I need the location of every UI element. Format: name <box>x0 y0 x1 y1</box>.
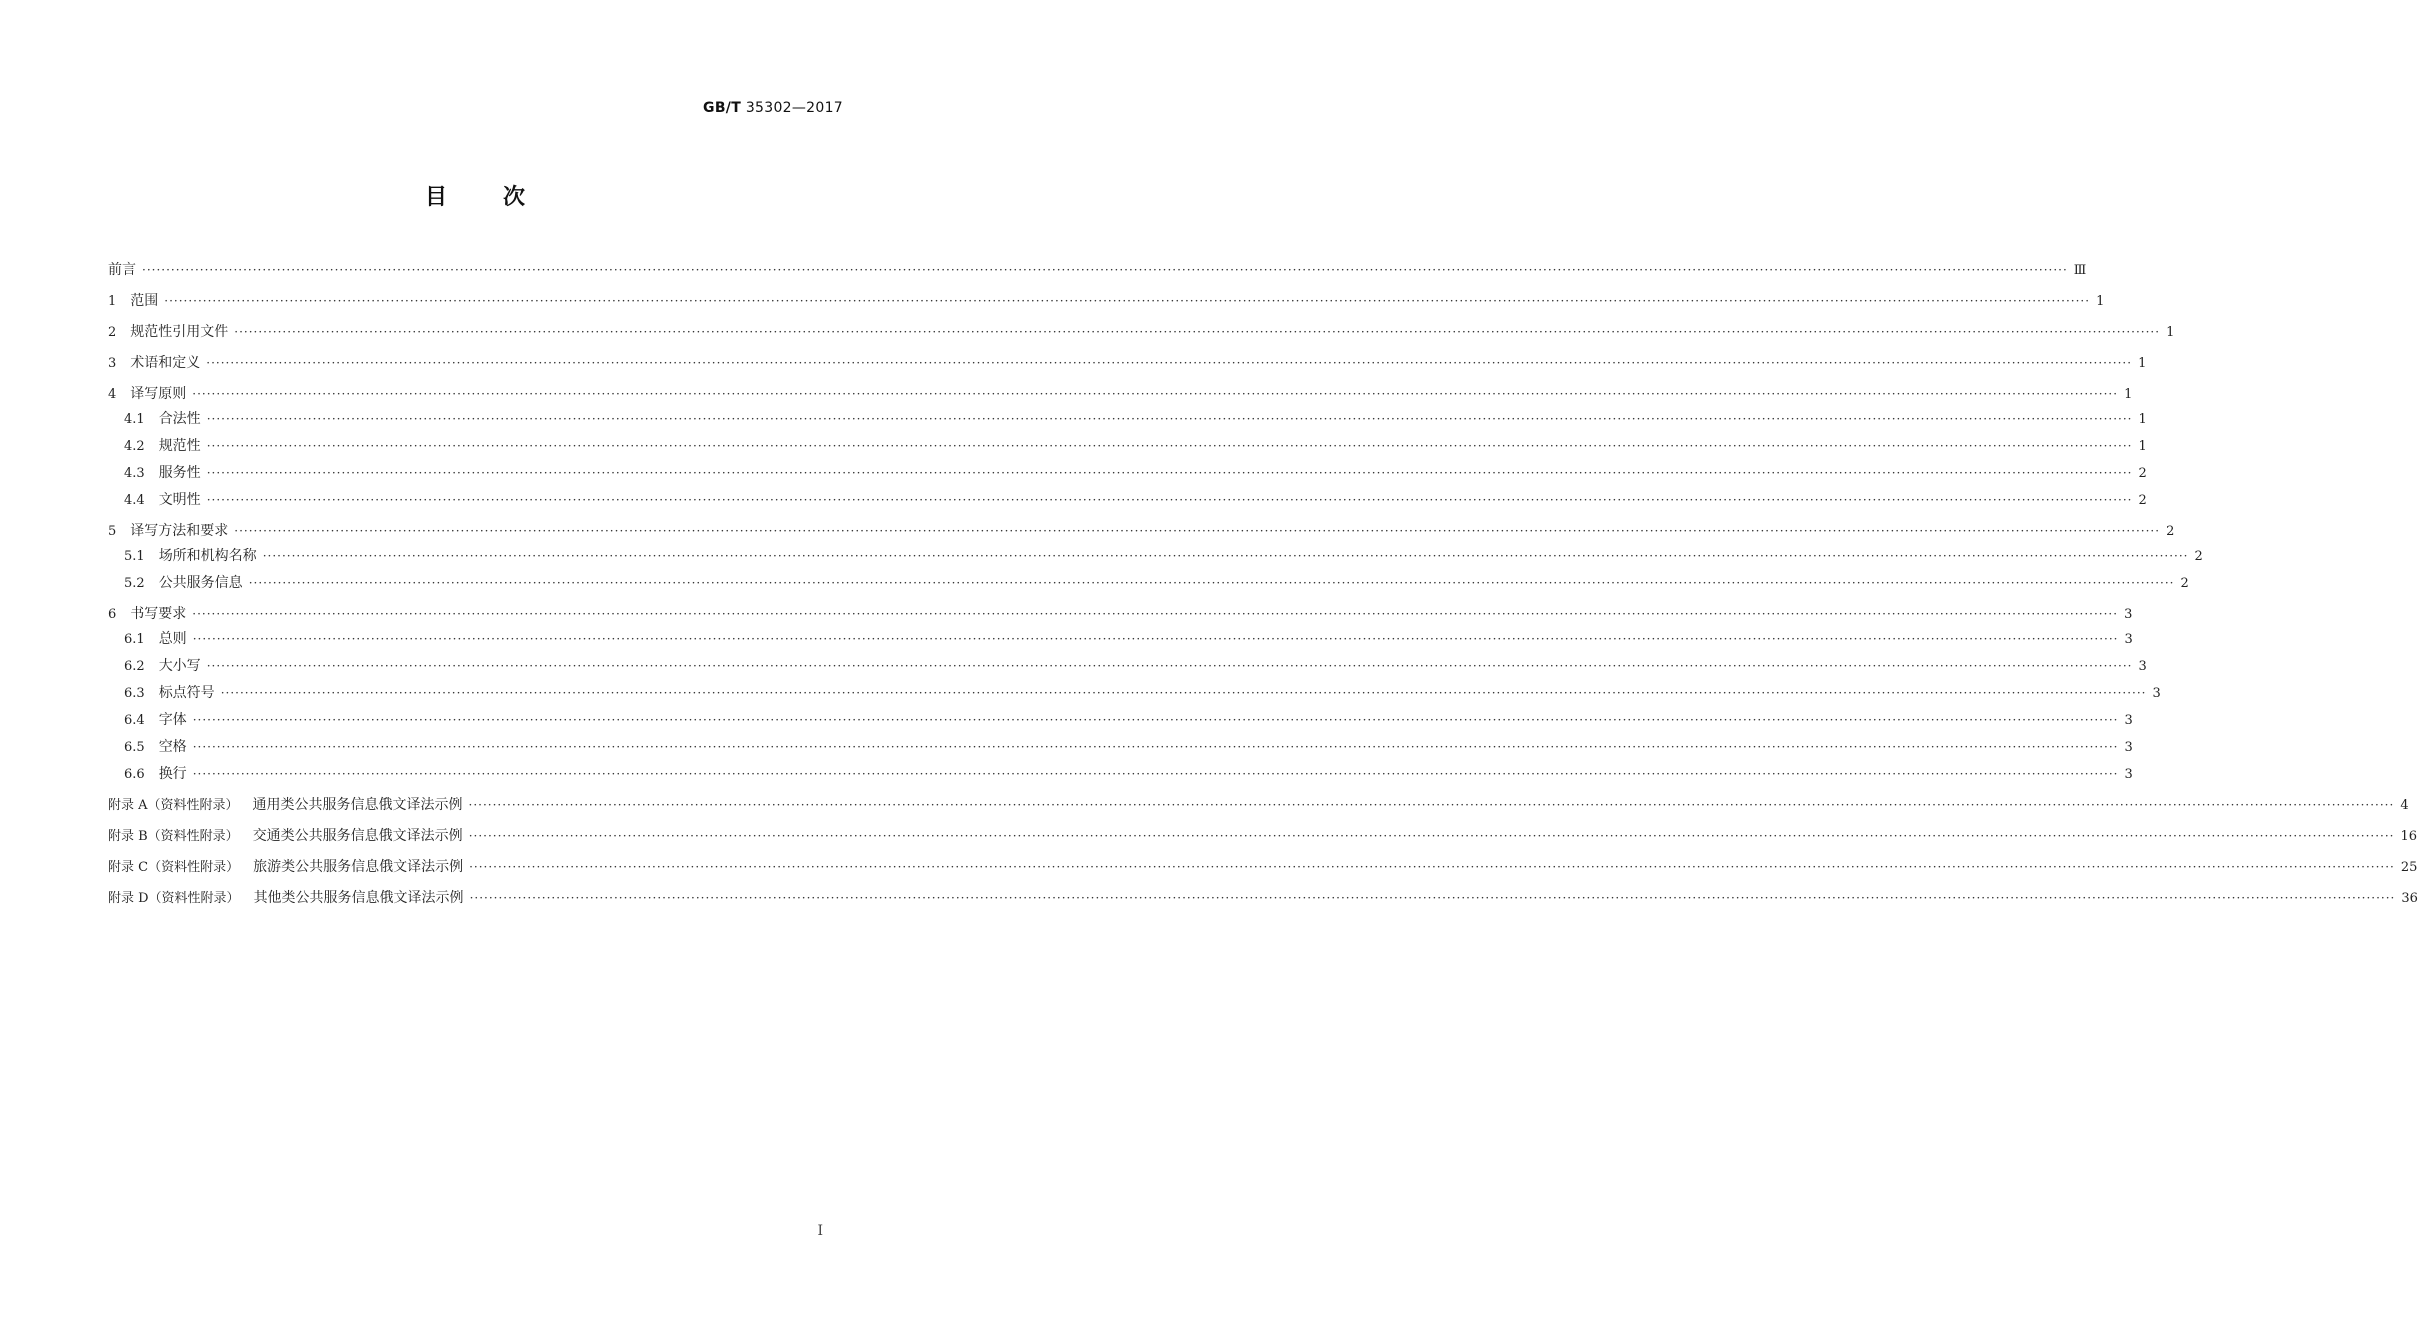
toc-entry-number: 4.3 <box>124 466 145 481</box>
toc-entry-page: 2 <box>2138 466 2147 481</box>
toc-entry-number: 附录 D（资料性附录） <box>108 891 240 906</box>
toc-entry-text: 规范性引用文件 <box>130 324 229 340</box>
toc-entry-text: 交通类公共服务信息俄文译法示例 <box>252 828 463 844</box>
toc-entry-label <box>124 737 187 758</box>
toc-leader-dots: ················································································································································································································································································································································································································ <box>206 412 2133 426</box>
toc-entry-text: 其他类公共服务信息俄文译法示例 <box>253 890 464 906</box>
toc-entry[interactable] <box>108 490 2147 511</box>
toc-entry-text: 书写要求 <box>130 606 187 622</box>
toc-leader-dots: ················································································································································································································································································································································································································ <box>164 294 2091 308</box>
toc-entry-text: 总则 <box>158 631 187 647</box>
toc-leader-dots: ················································································································································································································································································································································································································ <box>469 891 2396 905</box>
toc-entry-label <box>124 764 187 785</box>
toc-entry[interactable] <box>108 604 2133 625</box>
toc-entry-number: 3 <box>108 356 117 371</box>
toc-entry-number: 6.5 <box>124 740 145 755</box>
toc-entry-label <box>108 795 463 816</box>
toc-entry[interactable] <box>108 521 2175 542</box>
toc-entry[interactable] <box>108 573 2189 594</box>
toc-entry-text: 空格 <box>158 739 187 755</box>
toc-entry[interactable] <box>108 629 2133 650</box>
toc-leader-dots: ················································································································································································································································································································································································································ <box>248 576 2175 590</box>
toc-entry[interactable] <box>108 764 2133 785</box>
page-title <box>0 180 950 211</box>
toc-entry-text: 服务性 <box>158 465 201 481</box>
toc-leader-dots: ················································································································································································································································································································································································································ <box>142 263 2068 277</box>
toc-entry-page: 3 <box>2152 686 2161 701</box>
toc-entry-number: 4.2 <box>124 439 145 454</box>
toc-entry-label <box>108 353 200 374</box>
toc-entry[interactable] <box>108 546 2203 567</box>
toc-leader-dots: ················································································································································································································································································································································································································ <box>192 740 2119 754</box>
toc-entry-label <box>124 683 215 704</box>
toc-leader-dots: ················································································································································································································································································································································································································ <box>220 686 2147 700</box>
toc-entry-label <box>124 436 201 457</box>
toc-leader-dots: ················································································································································································································································································································································································································ <box>234 325 2161 339</box>
toc-entry-page: 1 <box>2138 439 2147 454</box>
toc-entry[interactable] <box>108 291 2105 312</box>
toc-entry[interactable] <box>108 436 2147 457</box>
toc-entry-label <box>124 656 201 677</box>
toc-entry-page: 1 <box>2096 294 2105 309</box>
toc-entry-page: 3 <box>2124 767 2133 782</box>
toc-entry-number: 附录 A（资料性附录） <box>108 798 239 813</box>
toc-entry[interactable] <box>108 260 2087 281</box>
toc-leader-dots: ················································································································································································································································································································································································································ <box>469 860 2395 874</box>
toc-entry-label <box>108 604 186 625</box>
toc-entry-page: 4 <box>2400 798 2409 813</box>
toc-entry-page: 1 <box>2138 356 2147 371</box>
title-char-1: 目 <box>424 185 447 210</box>
toc-leader-dots: ················································································································································································································································································································································································································ <box>468 798 2395 812</box>
toc-entry-page: 2 <box>2180 576 2189 591</box>
toc-entry-label <box>124 629 187 650</box>
toc-entry[interactable] <box>108 826 2418 847</box>
toc-entry-page: 3 <box>2124 713 2133 728</box>
toc-entry-number: 4.1 <box>124 412 145 427</box>
toc-entry-label <box>108 521 228 542</box>
toc-entry-page: 1 <box>2124 387 2133 402</box>
toc-entry-page: 3 <box>2124 632 2133 647</box>
toc-leader-dots: ················································································································································································································································································································································································································ <box>206 439 2133 453</box>
toc-entry-text: 公共服务信息 <box>158 575 243 591</box>
toc-entry-number: 1 <box>108 294 117 309</box>
toc-entry-label <box>108 384 186 405</box>
toc-entry[interactable] <box>108 353 2147 374</box>
toc-entry-page: 2 <box>2138 493 2147 508</box>
toc-leader-dots: ················································································································································································································································································································································································································ <box>192 632 2119 646</box>
toc-leader-dots: ················································································································································································································································································································································································································ <box>468 829 2395 843</box>
toc-entry-text: 换行 <box>158 766 187 782</box>
toc-entry-text: 合法性 <box>158 411 201 427</box>
toc-entry-page: 25 <box>2400 860 2418 875</box>
title-char-2: 次 <box>503 185 526 210</box>
toc-entry-text: 术语和定义 <box>130 355 201 371</box>
toc-entry[interactable] <box>108 409 2147 430</box>
toc-leader-dots: ················································································································································································································································································································································································································ <box>192 387 2119 401</box>
toc-entry-number: 6.3 <box>124 686 145 701</box>
toc-entry-text: 通用类公共服务信息俄文译法示例 <box>252 797 463 813</box>
toc-entry-page: 2 <box>2166 524 2175 539</box>
toc-entry-page: 3 <box>2124 740 2133 755</box>
toc-entry-text: 译写方法和要求 <box>130 523 229 539</box>
toc-leader-dots: ················································································································································································································································································································································································································ <box>206 659 2133 673</box>
toc-leader-dots: ················································································································································································································································································································································································································ <box>192 767 2119 781</box>
toc-entry-label <box>108 826 463 847</box>
toc-entry[interactable] <box>108 322 2175 343</box>
toc-entry-page: 1 <box>2138 412 2147 427</box>
toc-entry-label <box>124 490 201 511</box>
toc-entry-label <box>108 888 464 909</box>
toc-entry[interactable] <box>108 384 2133 405</box>
toc-entry[interactable] <box>108 710 2133 731</box>
toc-leader-dots: ················································································································································································································································································································································································································ <box>192 713 2119 727</box>
toc-entry-label <box>124 573 243 594</box>
toc-entry-text: 译写原则 <box>130 386 187 402</box>
toc-entry-text: 标点符号 <box>158 685 215 701</box>
toc-entry[interactable] <box>108 737 2133 758</box>
toc-entry-text: 文明性 <box>158 492 201 508</box>
toc-entry[interactable] <box>108 683 2161 704</box>
toc-entry-label <box>108 857 463 878</box>
toc-entry[interactable] <box>108 795 2409 816</box>
toc-entry[interactable] <box>108 656 2147 677</box>
toc-entry-label <box>124 409 201 430</box>
toc-entry-label <box>124 463 201 484</box>
standard-number: 35302—2017 <box>745 100 843 116</box>
toc-entry-label <box>108 322 228 343</box>
toc-entry-text: 范围 <box>130 293 159 309</box>
toc-entry-label <box>124 710 187 731</box>
toc-entry-page: 1 <box>2166 325 2175 340</box>
toc-leader-dots: ················································································································································································································································································································································································································ <box>234 524 2161 538</box>
toc-entry-number: 5 <box>108 524 117 539</box>
toc-entry-number: 6.2 <box>124 659 145 674</box>
toc-entry-text: 场所和机构名称 <box>158 548 257 564</box>
toc-entry-page: 36 <box>2401 891 2418 906</box>
toc-entry-label <box>124 546 257 567</box>
toc-entry-text: 规范性 <box>158 438 201 454</box>
toc-entry-number: 5.1 <box>124 549 145 564</box>
toc-entry-number: 4 <box>108 387 117 402</box>
toc-leader-dots: ················································································································································································································································································································································································································ <box>206 493 2133 507</box>
toc-entry-label <box>108 291 158 312</box>
toc-entry-number: 4.4 <box>124 493 145 508</box>
toc-entry[interactable] <box>108 888 2418 909</box>
toc-entry-page: 16 <box>2400 829 2418 844</box>
toc-entry-number: 附录 B（资料性附录） <box>108 829 239 844</box>
toc-entry-text: 前言 <box>108 262 136 278</box>
toc-entry-number: 附录 C（资料性附录） <box>108 860 240 875</box>
toc-entry-text: 字体 <box>158 712 187 728</box>
toc-leader-dots: ················································································································································································································································································································································································································ <box>262 549 2189 563</box>
toc-entry[interactable] <box>108 463 2147 484</box>
toc-entry-label <box>108 260 136 280</box>
toc-entry-page: 3 <box>2124 607 2133 622</box>
toc-entry-number: 6.6 <box>124 767 145 782</box>
toc-entry-number: 2 <box>108 325 117 340</box>
toc-entry-text: 大小写 <box>158 658 201 674</box>
toc-leader-dots: ················································································································································································································································································································································································································ <box>206 466 2133 480</box>
toc-entry-number: 6.4 <box>124 713 145 728</box>
toc-entry-number: 6 <box>108 607 117 622</box>
toc-entry-page: 2 <box>2194 549 2203 564</box>
toc-leader-dots: ················································································································································································································································································································································································································ <box>192 607 2119 621</box>
toc-entry-number: 6.1 <box>124 632 145 647</box>
toc-entry-number: 5.2 <box>124 576 145 591</box>
toc-leader-dots: ················································································································································································································································································································································································································ <box>206 356 2133 370</box>
toc-entry-page: 3 <box>2138 659 2147 674</box>
table-of-contents <box>108 260 2418 909</box>
toc-entry[interactable] <box>108 857 2418 878</box>
standard-prefix: GB/T <box>703 100 742 116</box>
standard-code <box>703 100 843 116</box>
toc-entry-page: Ⅲ <box>2073 263 2087 278</box>
page-number: I <box>817 1223 823 1239</box>
toc-entry-text: 旅游类公共服务信息俄文译法示例 <box>253 859 464 875</box>
